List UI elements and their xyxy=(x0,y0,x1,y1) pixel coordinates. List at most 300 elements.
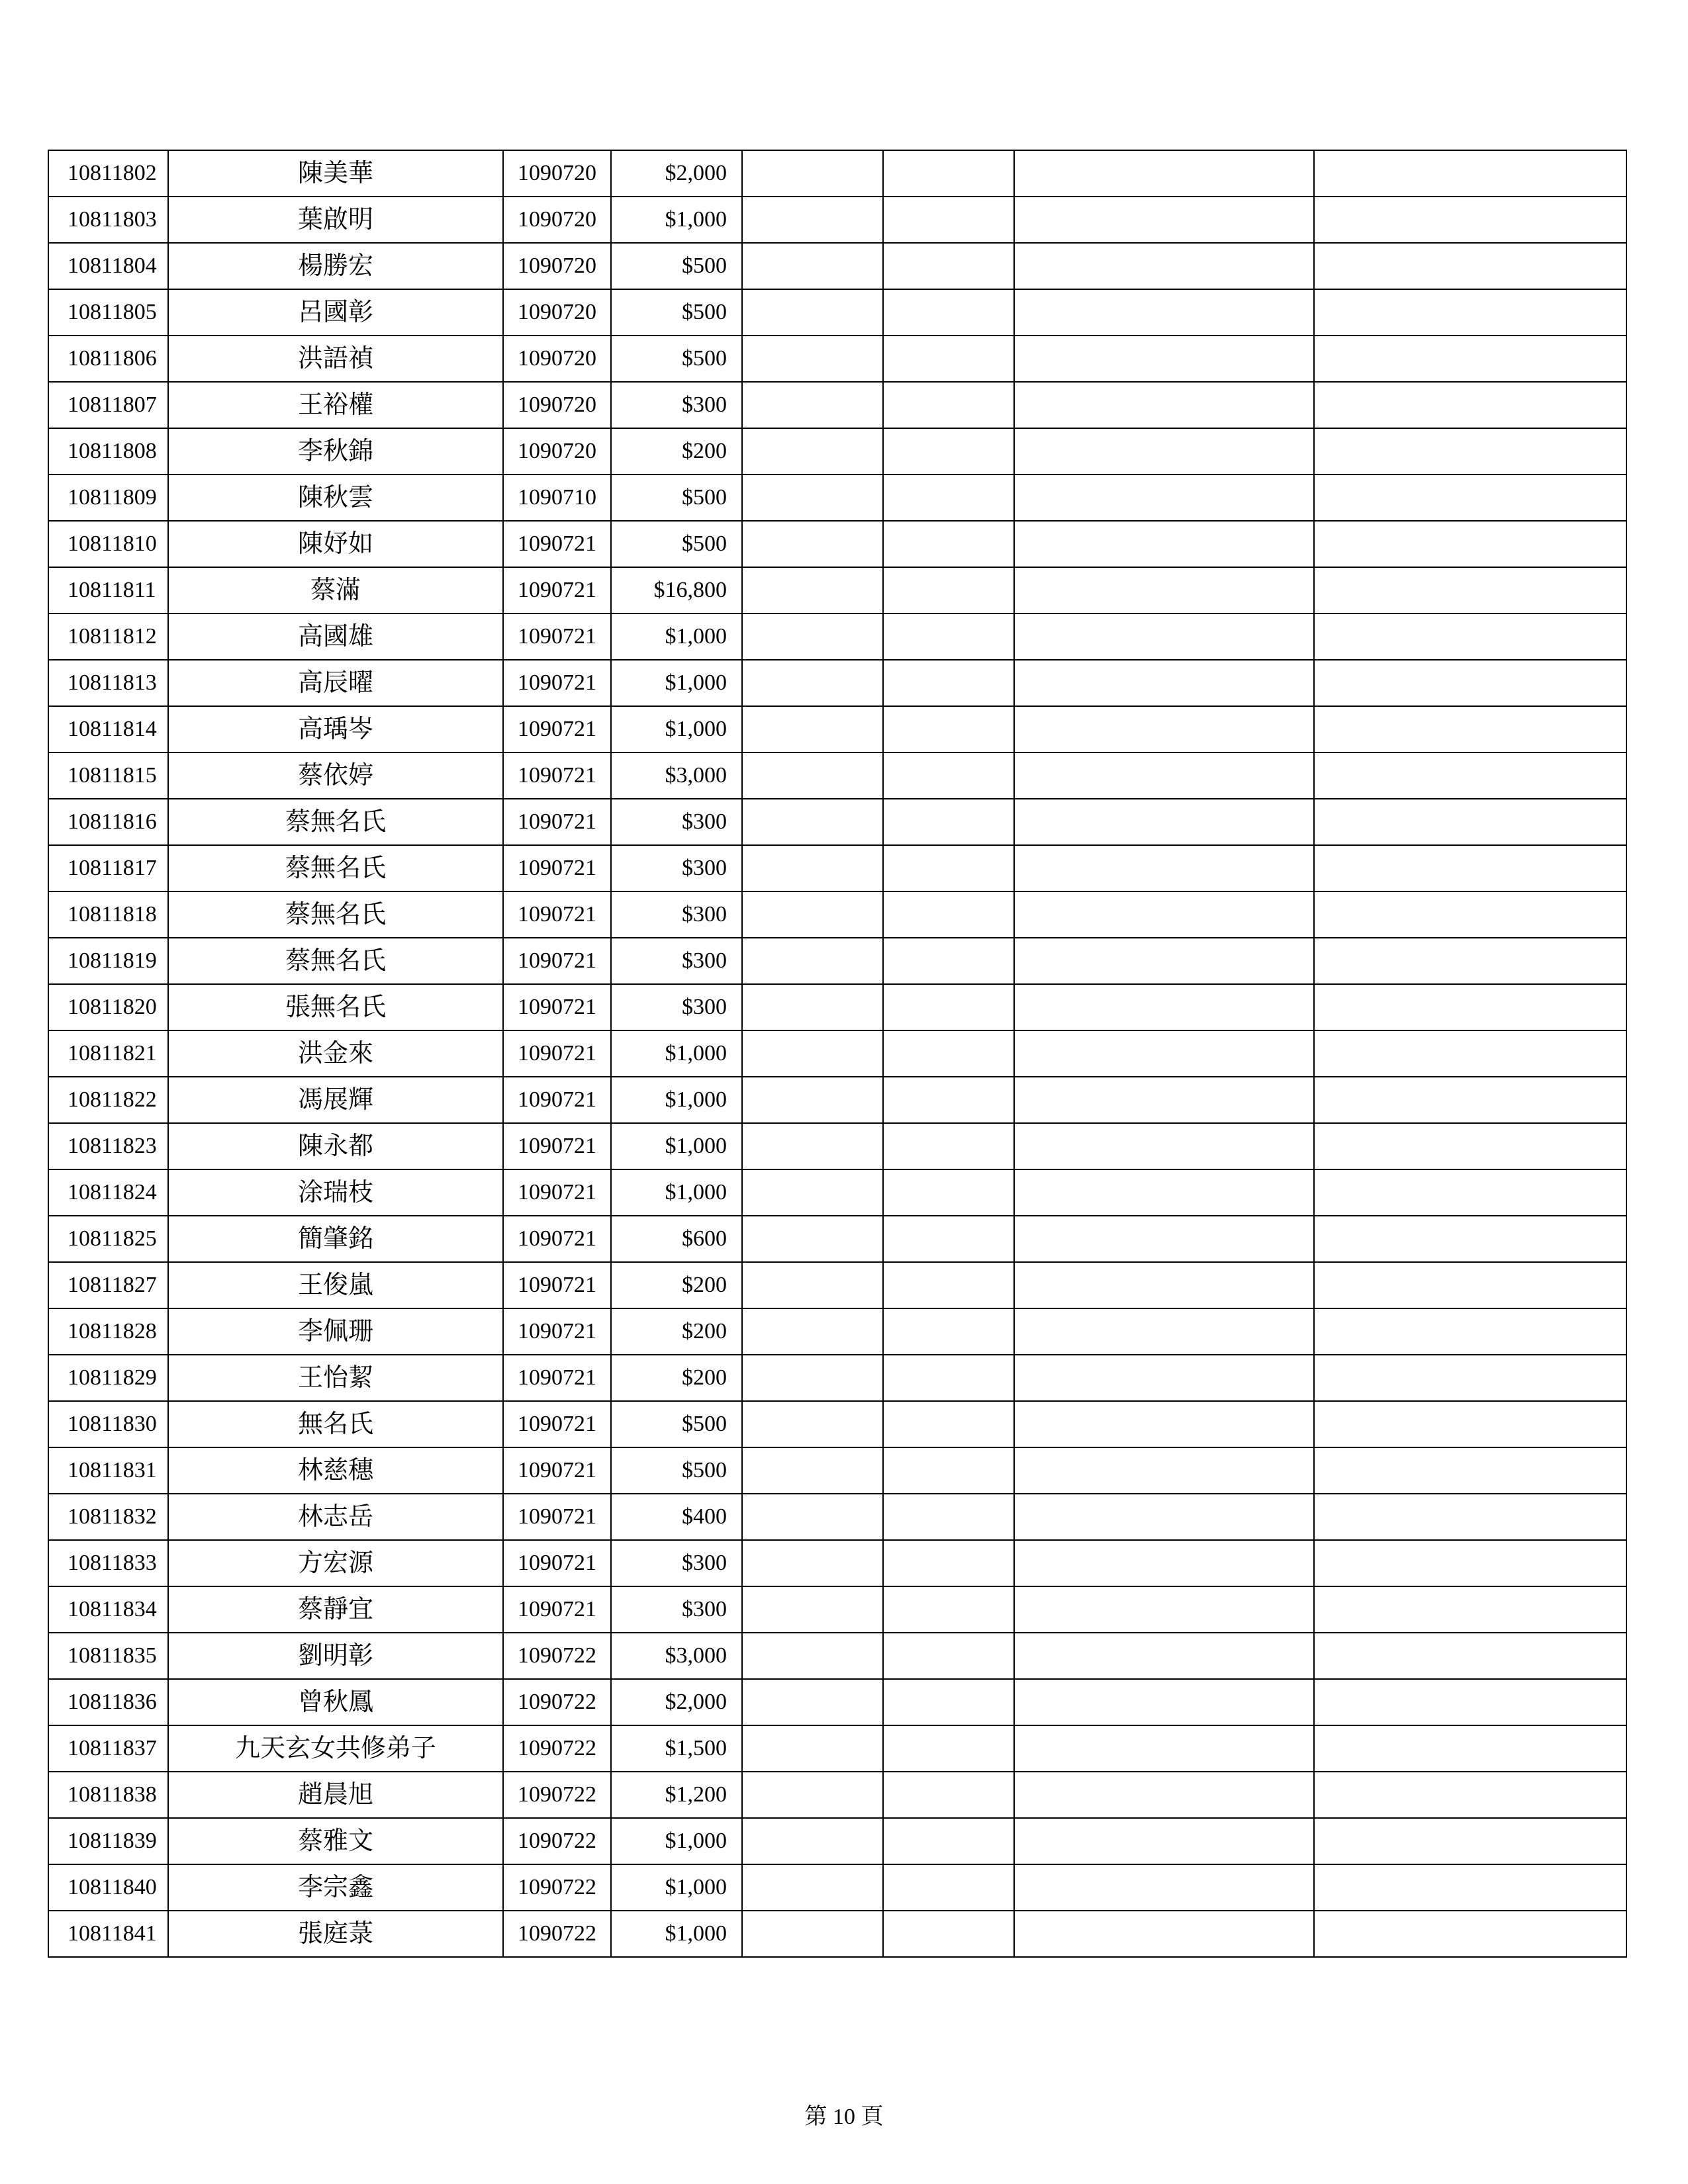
table-row xyxy=(48,1540,1626,1586)
donation-amount-cell: $300 xyxy=(611,891,742,938)
empty-cell xyxy=(1014,289,1314,336)
empty-cell xyxy=(1014,567,1314,614)
donation-date-cell: 1090720 xyxy=(503,382,611,428)
empty-cell xyxy=(1314,799,1626,845)
donor-name-cell: 林志岳 xyxy=(168,1494,503,1540)
empty-cell xyxy=(883,845,1014,891)
donation-date-cell: 1090722 xyxy=(503,1772,611,1818)
empty-cell xyxy=(1314,1401,1626,1447)
empty-cell xyxy=(883,1355,1014,1401)
receipt-number-cell: 10811806 xyxy=(48,336,168,382)
empty-cell xyxy=(1314,150,1626,197)
donation-date-cell: 1090722 xyxy=(503,1818,611,1864)
donor-name-cell: 蔡無名氏 xyxy=(168,938,503,984)
empty-cell xyxy=(742,1401,883,1447)
receipt-number-cell: 10811831 xyxy=(48,1447,168,1494)
empty-cell xyxy=(1014,799,1314,845)
empty-cell xyxy=(1314,1818,1626,1864)
donation-amount-cell: $1,500 xyxy=(611,1725,742,1772)
table-row xyxy=(48,984,1626,1030)
table-row xyxy=(48,1216,1626,1262)
empty-cell xyxy=(1314,475,1626,521)
donation-ledger-table xyxy=(48,150,1627,1958)
empty-cell xyxy=(1014,150,1314,197)
empty-cell xyxy=(742,567,883,614)
donation-date-cell: 1090721 xyxy=(503,1355,611,1401)
donation-date-cell: 1090721 xyxy=(503,1216,611,1262)
donation-amount-cell: $200 xyxy=(611,428,742,475)
receipt-number-cell: 10811824 xyxy=(48,1169,168,1216)
table-row xyxy=(48,1679,1626,1725)
empty-cell xyxy=(1314,845,1626,891)
receipt-number-cell: 10811804 xyxy=(48,243,168,289)
empty-cell xyxy=(1014,1679,1314,1725)
empty-cell xyxy=(1014,1725,1314,1772)
donor-name-cell: 涂瑞枝 xyxy=(168,1169,503,1216)
empty-cell xyxy=(1314,1540,1626,1586)
empty-cell xyxy=(742,1308,883,1355)
empty-cell xyxy=(1314,1077,1626,1123)
empty-cell xyxy=(883,336,1014,382)
empty-cell xyxy=(742,660,883,706)
donation-date-cell: 1090720 xyxy=(503,289,611,336)
donor-name-cell: 陳永都 xyxy=(168,1123,503,1169)
donation-date-cell: 1090720 xyxy=(503,150,611,197)
donation-date-cell: 1090721 xyxy=(503,1123,611,1169)
empty-cell xyxy=(883,289,1014,336)
empty-cell xyxy=(1014,752,1314,799)
receipt-number-cell: 10811839 xyxy=(48,1818,168,1864)
empty-cell xyxy=(1314,1262,1626,1308)
donor-name-cell: 高國雄 xyxy=(168,614,503,660)
empty-cell xyxy=(1014,1911,1314,1957)
empty-cell xyxy=(1014,1401,1314,1447)
receipt-number-cell: 10811822 xyxy=(48,1077,168,1123)
table-row xyxy=(48,289,1626,336)
donor-name-cell: 陳妤如 xyxy=(168,521,503,567)
donation-amount-cell: $500 xyxy=(611,336,742,382)
empty-cell xyxy=(883,1586,1014,1633)
empty-cell xyxy=(1314,1030,1626,1077)
empty-cell xyxy=(742,614,883,660)
empty-cell xyxy=(742,1494,883,1540)
donor-name-cell: 李佩珊 xyxy=(168,1308,503,1355)
empty-cell xyxy=(742,150,883,197)
receipt-number-cell: 10811803 xyxy=(48,197,168,243)
donation-date-cell: 1090721 xyxy=(503,1262,611,1308)
donor-name-cell: 王裕權 xyxy=(168,382,503,428)
empty-cell xyxy=(883,1911,1014,1957)
empty-cell xyxy=(742,475,883,521)
table-row xyxy=(48,706,1626,752)
table-row xyxy=(48,150,1626,197)
empty-cell xyxy=(742,1679,883,1725)
donation-date-cell: 1090722 xyxy=(503,1679,611,1725)
empty-cell xyxy=(883,428,1014,475)
receipt-number-cell: 10811840 xyxy=(48,1864,168,1911)
donor-name-cell: 高辰曜 xyxy=(168,660,503,706)
empty-cell xyxy=(1014,1633,1314,1679)
empty-cell xyxy=(742,1123,883,1169)
table-row xyxy=(48,1864,1626,1911)
empty-cell xyxy=(1014,614,1314,660)
empty-cell xyxy=(742,1355,883,1401)
table-row xyxy=(48,521,1626,567)
empty-cell xyxy=(1314,1864,1626,1911)
empty-cell xyxy=(742,984,883,1030)
donation-date-cell: 1090720 xyxy=(503,428,611,475)
empty-cell xyxy=(883,752,1014,799)
empty-cell xyxy=(883,660,1014,706)
empty-cell xyxy=(883,382,1014,428)
table-row xyxy=(48,799,1626,845)
receipt-number-cell: 10811809 xyxy=(48,475,168,521)
donor-name-cell: 王俊嵐 xyxy=(168,1262,503,1308)
receipt-number-cell: 10811802 xyxy=(48,150,168,197)
empty-cell xyxy=(883,891,1014,938)
empty-cell xyxy=(742,845,883,891)
empty-cell xyxy=(1314,984,1626,1030)
table-row xyxy=(48,1030,1626,1077)
empty-cell xyxy=(883,1494,1014,1540)
empty-cell xyxy=(1314,243,1626,289)
empty-cell xyxy=(1014,521,1314,567)
donation-amount-cell: $300 xyxy=(611,984,742,1030)
donor-name-cell: 張無名氏 xyxy=(168,984,503,1030)
donation-amount-cell: $500 xyxy=(611,289,742,336)
empty-cell xyxy=(883,1401,1014,1447)
empty-cell xyxy=(1014,1447,1314,1494)
empty-cell xyxy=(1014,428,1314,475)
table-row xyxy=(48,197,1626,243)
donation-amount-cell: $1,000 xyxy=(611,1030,742,1077)
empty-cell xyxy=(883,521,1014,567)
donor-name-cell: 蔡無名氏 xyxy=(168,845,503,891)
table-row xyxy=(48,1077,1626,1123)
empty-cell xyxy=(742,891,883,938)
donor-name-cell: 張庭菉 xyxy=(168,1911,503,1957)
empty-cell xyxy=(1014,891,1314,938)
table-row xyxy=(48,614,1626,660)
empty-cell xyxy=(883,1679,1014,1725)
table-row xyxy=(48,567,1626,614)
donation-amount-cell: $1,200 xyxy=(611,1772,742,1818)
empty-cell xyxy=(742,1586,883,1633)
table-row xyxy=(48,1447,1626,1494)
donor-name-cell: 蔡滿 xyxy=(168,567,503,614)
donation-amount-cell: $3,000 xyxy=(611,1633,742,1679)
empty-cell xyxy=(1314,1447,1626,1494)
empty-cell xyxy=(883,614,1014,660)
donation-date-cell: 1090721 xyxy=(503,1586,611,1633)
empty-cell xyxy=(883,1030,1014,1077)
donor-name-cell: 林慈穗 xyxy=(168,1447,503,1494)
donation-amount-cell: $1,000 xyxy=(611,706,742,752)
empty-cell xyxy=(1314,1911,1626,1957)
donation-amount-cell: $1,000 xyxy=(611,1818,742,1864)
receipt-number-cell: 10811825 xyxy=(48,1216,168,1262)
receipt-number-cell: 10811833 xyxy=(48,1540,168,1586)
donor-name-cell: 李秋錦 xyxy=(168,428,503,475)
donation-date-cell: 1090721 xyxy=(503,799,611,845)
empty-cell xyxy=(883,1540,1014,1586)
table-row xyxy=(48,1911,1626,1957)
receipt-number-cell: 10811821 xyxy=(48,1030,168,1077)
empty-cell xyxy=(1314,660,1626,706)
empty-cell xyxy=(1314,1772,1626,1818)
empty-cell xyxy=(1014,1077,1314,1123)
empty-cell xyxy=(1314,1216,1626,1262)
empty-cell xyxy=(883,1216,1014,1262)
donor-name-cell: 劉明彰 xyxy=(168,1633,503,1679)
empty-cell xyxy=(742,1077,883,1123)
empty-cell xyxy=(1014,243,1314,289)
donation-date-cell: 1090721 xyxy=(503,752,611,799)
donor-name-cell: 王怡絜 xyxy=(168,1355,503,1401)
empty-cell xyxy=(1014,1772,1314,1818)
table-row xyxy=(48,1725,1626,1772)
receipt-number-cell: 10811830 xyxy=(48,1401,168,1447)
empty-cell xyxy=(883,706,1014,752)
receipt-number-cell: 10811807 xyxy=(48,382,168,428)
empty-cell xyxy=(742,382,883,428)
empty-cell xyxy=(1314,428,1626,475)
table-row xyxy=(48,243,1626,289)
empty-cell xyxy=(1314,706,1626,752)
receipt-number-cell: 10811814 xyxy=(48,706,168,752)
empty-cell xyxy=(1014,660,1314,706)
donor-name-cell: 曾秋鳳 xyxy=(168,1679,503,1725)
donation-date-cell: 1090722 xyxy=(503,1633,611,1679)
table-row xyxy=(48,1494,1626,1540)
table-row xyxy=(48,428,1626,475)
empty-cell xyxy=(883,1262,1014,1308)
donor-name-cell: 趙晨旭 xyxy=(168,1772,503,1818)
donation-amount-cell: $1,000 xyxy=(611,197,742,243)
empty-cell xyxy=(1014,197,1314,243)
empty-cell xyxy=(883,938,1014,984)
empty-cell xyxy=(1014,845,1314,891)
empty-cell xyxy=(742,1262,883,1308)
empty-cell xyxy=(1014,938,1314,984)
donation-date-cell: 1090722 xyxy=(503,1911,611,1957)
empty-cell xyxy=(742,1864,883,1911)
empty-cell xyxy=(883,1169,1014,1216)
donation-amount-cell: $1,000 xyxy=(611,614,742,660)
donor-name-cell: 無名氏 xyxy=(168,1401,503,1447)
receipt-number-cell: 10811838 xyxy=(48,1772,168,1818)
empty-cell xyxy=(883,150,1014,197)
table-row xyxy=(48,382,1626,428)
donor-name-cell: 蔡靜宜 xyxy=(168,1586,503,1633)
empty-cell xyxy=(742,289,883,336)
empty-cell xyxy=(742,1540,883,1586)
donation-date-cell: 1090720 xyxy=(503,336,611,382)
table-row xyxy=(48,938,1626,984)
receipt-number-cell: 10811834 xyxy=(48,1586,168,1633)
empty-cell xyxy=(1314,614,1626,660)
table-row xyxy=(48,1818,1626,1864)
empty-cell xyxy=(742,938,883,984)
empty-cell xyxy=(883,1123,1014,1169)
donation-date-cell: 1090720 xyxy=(503,197,611,243)
empty-cell xyxy=(1314,891,1626,938)
receipt-number-cell: 10811811 xyxy=(48,567,168,614)
donor-name-cell: 洪金來 xyxy=(168,1030,503,1077)
empty-cell xyxy=(883,243,1014,289)
empty-cell xyxy=(883,1447,1014,1494)
donation-date-cell: 1090721 xyxy=(503,1308,611,1355)
empty-cell xyxy=(742,1911,883,1957)
donation-amount-cell: $300 xyxy=(611,845,742,891)
empty-cell xyxy=(1014,382,1314,428)
empty-cell xyxy=(742,1633,883,1679)
empty-cell xyxy=(742,197,883,243)
empty-cell xyxy=(1314,1169,1626,1216)
donation-date-cell: 1090721 xyxy=(503,706,611,752)
donation-amount-cell: $200 xyxy=(611,1262,742,1308)
empty-cell xyxy=(742,1447,883,1494)
empty-cell xyxy=(1014,1123,1314,1169)
empty-cell xyxy=(742,243,883,289)
donor-name-cell: 蔡無名氏 xyxy=(168,891,503,938)
empty-cell xyxy=(1014,1540,1314,1586)
donor-name-cell: 高瑀岑 xyxy=(168,706,503,752)
receipt-number-cell: 10811815 xyxy=(48,752,168,799)
donation-amount-cell: $2,000 xyxy=(611,1679,742,1725)
empty-cell xyxy=(742,706,883,752)
donation-amount-cell: $500 xyxy=(611,1447,742,1494)
empty-cell xyxy=(742,1169,883,1216)
empty-cell xyxy=(1314,1586,1626,1633)
donor-name-cell: 陳美華 xyxy=(168,150,503,197)
receipt-number-cell: 10811836 xyxy=(48,1679,168,1725)
empty-cell xyxy=(1314,1355,1626,1401)
empty-cell xyxy=(883,1725,1014,1772)
empty-cell xyxy=(1314,1725,1626,1772)
donation-amount-cell: $16,800 xyxy=(611,567,742,614)
donation-date-cell: 1090721 xyxy=(503,845,611,891)
donor-name-cell: 蔡依婷 xyxy=(168,752,503,799)
donation-amount-cell: $1,000 xyxy=(611,1911,742,1957)
empty-cell xyxy=(1314,1679,1626,1725)
donation-amount-cell: $500 xyxy=(611,1401,742,1447)
donation-amount-cell: $300 xyxy=(611,938,742,984)
empty-cell xyxy=(1314,336,1626,382)
donor-name-cell: 蔡雅文 xyxy=(168,1818,503,1864)
empty-cell xyxy=(883,197,1014,243)
table-row xyxy=(48,1169,1626,1216)
empty-cell xyxy=(742,428,883,475)
donor-name-cell: 蔡無名氏 xyxy=(168,799,503,845)
empty-cell xyxy=(1014,336,1314,382)
empty-cell xyxy=(883,1818,1014,1864)
receipt-number-cell: 10811812 xyxy=(48,614,168,660)
empty-cell xyxy=(1014,1864,1314,1911)
receipt-number-cell: 10811827 xyxy=(48,1262,168,1308)
receipt-number-cell: 10811819 xyxy=(48,938,168,984)
receipt-number-cell: 10811816 xyxy=(48,799,168,845)
donor-name-cell: 葉啟明 xyxy=(168,197,503,243)
receipt-number-cell: 10811837 xyxy=(48,1725,168,1772)
donation-date-cell: 1090721 xyxy=(503,938,611,984)
donation-date-cell: 1090722 xyxy=(503,1864,611,1911)
empty-cell xyxy=(1014,1169,1314,1216)
table-row xyxy=(48,475,1626,521)
empty-cell xyxy=(1014,1216,1314,1262)
empty-cell xyxy=(1014,475,1314,521)
donor-name-cell: 呂國彰 xyxy=(168,289,503,336)
donation-amount-cell: $3,000 xyxy=(611,752,742,799)
receipt-number-cell: 10811808 xyxy=(48,428,168,475)
donation-amount-cell: $300 xyxy=(611,382,742,428)
receipt-number-cell: 10811823 xyxy=(48,1123,168,1169)
receipt-number-cell: 10811820 xyxy=(48,984,168,1030)
empty-cell xyxy=(883,1633,1014,1679)
donation-date-cell: 1090721 xyxy=(503,1401,611,1447)
empty-cell xyxy=(742,1030,883,1077)
donation-amount-cell: $1,000 xyxy=(611,660,742,706)
donation-date-cell: 1090721 xyxy=(503,1169,611,1216)
donation-date-cell: 1090710 xyxy=(503,475,611,521)
donation-date-cell: 1090721 xyxy=(503,984,611,1030)
donation-amount-cell: $300 xyxy=(611,1586,742,1633)
empty-cell xyxy=(1314,567,1626,614)
donation-date-cell: 1090721 xyxy=(503,1077,611,1123)
donation-date-cell: 1090721 xyxy=(503,1030,611,1077)
donation-date-cell: 1090721 xyxy=(503,1540,611,1586)
empty-cell xyxy=(1314,1494,1626,1540)
donation-date-cell: 1090721 xyxy=(503,660,611,706)
empty-cell xyxy=(742,1818,883,1864)
empty-cell xyxy=(1314,197,1626,243)
receipt-number-cell: 10811832 xyxy=(48,1494,168,1540)
donation-amount-cell: $300 xyxy=(611,799,742,845)
donation-amount-cell: $300 xyxy=(611,1540,742,1586)
receipt-number-cell: 10811810 xyxy=(48,521,168,567)
empty-cell xyxy=(742,336,883,382)
empty-cell xyxy=(1314,752,1626,799)
receipt-number-cell: 10811818 xyxy=(48,891,168,938)
donation-date-cell: 1090721 xyxy=(503,1494,611,1540)
table-row xyxy=(48,1262,1626,1308)
empty-cell xyxy=(883,1772,1014,1818)
receipt-number-cell: 10811805 xyxy=(48,289,168,336)
donor-name-cell: 李宗鑫 xyxy=(168,1864,503,1911)
empty-cell xyxy=(742,1216,883,1262)
empty-cell xyxy=(742,1772,883,1818)
donation-amount-cell: $1,000 xyxy=(611,1864,742,1911)
empty-cell xyxy=(1014,1355,1314,1401)
donation-date-cell: 1090721 xyxy=(503,891,611,938)
empty-cell xyxy=(1314,521,1626,567)
empty-cell xyxy=(883,1864,1014,1911)
table-row xyxy=(48,891,1626,938)
donation-amount-cell: $400 xyxy=(611,1494,742,1540)
empty-cell xyxy=(1014,1308,1314,1355)
donor-name-cell: 方宏源 xyxy=(168,1540,503,1586)
empty-cell xyxy=(1314,289,1626,336)
table-row xyxy=(48,752,1626,799)
table-row xyxy=(48,1401,1626,1447)
empty-cell xyxy=(1014,706,1314,752)
donor-name-cell: 洪語禎 xyxy=(168,336,503,382)
table-row xyxy=(48,1586,1626,1633)
donor-name-cell: 九天玄女共修弟子 xyxy=(168,1725,503,1772)
donation-date-cell: 1090721 xyxy=(503,614,611,660)
empty-cell xyxy=(742,521,883,567)
donor-name-cell: 陳秋雲 xyxy=(168,475,503,521)
